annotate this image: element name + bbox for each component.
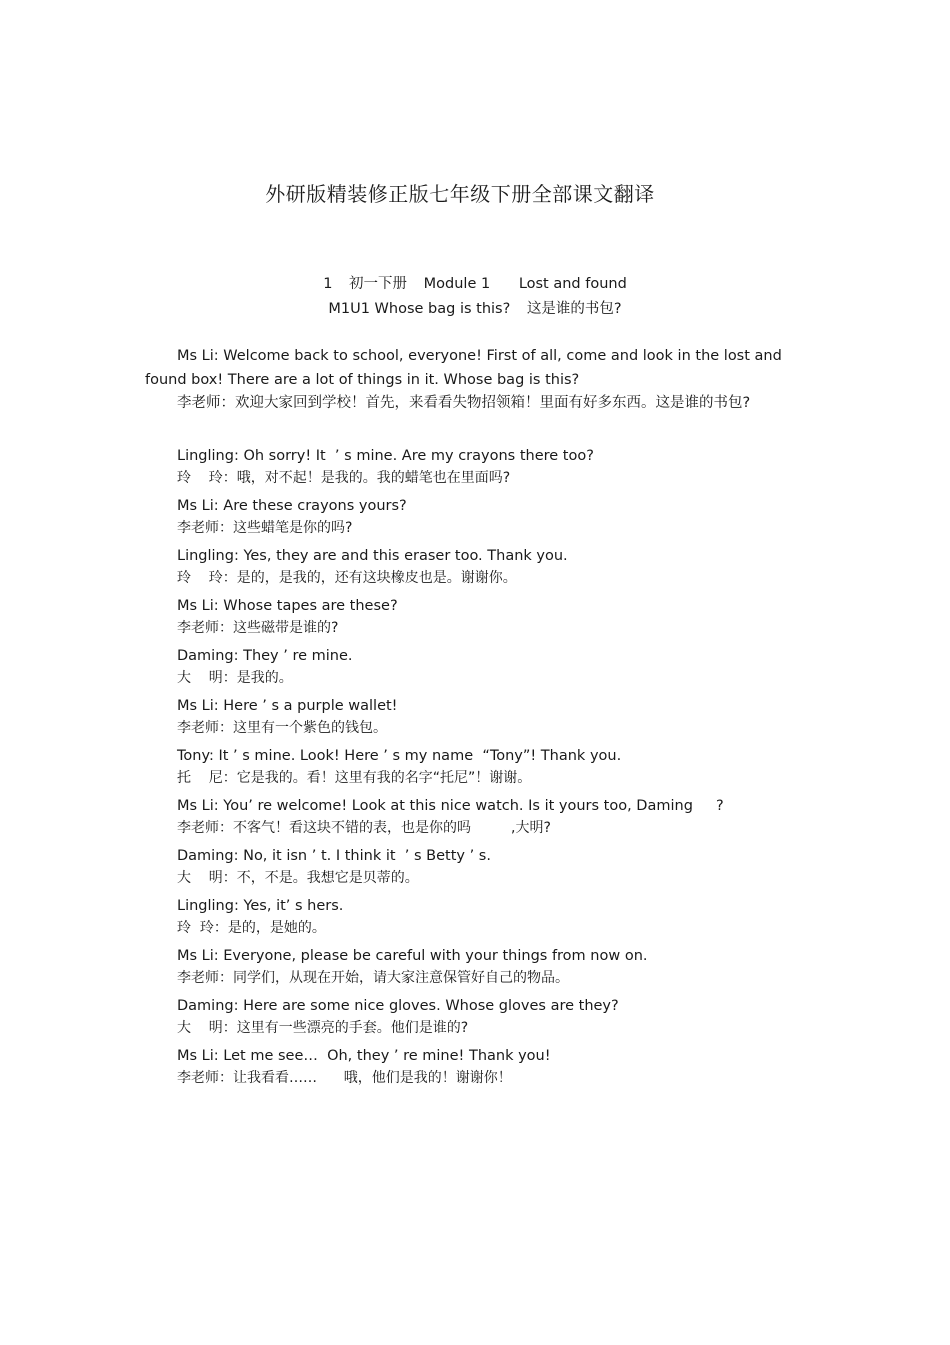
dialogue-english: Daming: Here are some nice gloves. Whose gloves are they?: [177, 998, 619, 1014]
dialogue-chinese: 玲 玲：是的，是她的。: [177, 920, 326, 936]
unit-translation: 这是谁的书包?: [526, 301, 622, 317]
dialogue-chinese: 大 明：这里有一些漂亮的手套。他们是谁的?: [177, 1020, 469, 1036]
dialogue-line: [177, 896, 797, 946]
dialogue-english: Ms Li: Everyone, please be careful with your things from now on.: [177, 948, 648, 964]
dialogue-english: Daming: They ’ re mine.: [177, 648, 353, 664]
dialogue-chinese: 李老师：这些蜡笔是你的吗?: [177, 520, 353, 536]
dialogue-chinese: 玲 玲：哦，对不起！是我的。我的蜡笔也在里面吗?: [177, 470, 511, 486]
module-topic: Lost and found: [518, 276, 627, 292]
dialogue-chinese: 李老师：同学们，从现在开始，请大家注意保管好自己的物品。: [177, 970, 569, 986]
dialogue-english: Daming: No, it isn ’ t. I think it ’ s Betty ’ s.: [177, 848, 491, 864]
dialogue-english: Ms Li: Here ’ s a purple wallet!: [177, 698, 398, 714]
dialogue-chinese: 玲 玲：是的，是我的，还有这块橡皮也是。谢谢你。: [177, 570, 517, 586]
document-title: 外研版精装修正版七年级下册全部课文翻译: [265, 182, 655, 206]
intro-paragraph: [145, 344, 785, 415]
dialogue-english: Lingling: Yes, it’ s hers.: [177, 898, 344, 914]
dialogue-english: Ms Li: Whose tapes are these?: [177, 598, 398, 614]
dialogue-line: [177, 446, 797, 496]
dialogue-line: [177, 646, 797, 696]
dialogue-line: [177, 696, 797, 746]
dialogue-chinese: 李老师：让我看看…… 哦，他们是我的！谢谢你！: [177, 1070, 512, 1086]
dialogue-chinese: 李老师：这里有一个紫色的钱包。: [177, 720, 387, 736]
module-name: Module 1: [423, 276, 491, 292]
dialogue-chinese: 李老师：这些磁带是谁的?: [177, 620, 339, 636]
dialogue-english: Lingling: Yes, they are and this eraser too. Thank you.: [177, 548, 568, 564]
dialogue-english: Ms Li: Are these crayons yours?: [177, 498, 407, 514]
dialogue: [177, 446, 797, 1096]
unit-title: M1U1 Whose bag is this?: [328, 301, 511, 317]
dialogue-english: Ms Li: Let me see… Oh, they ’ re mine! Thank you!: [177, 1048, 551, 1064]
dialogue-chinese: 李老师：不客气！看这块不错的表，也是你的吗 ,大明?: [177, 820, 551, 836]
module-grade: 初一下册: [349, 276, 408, 292]
dialogue-chinese: 大 明：不，不是。我想它是贝蒂的。: [177, 870, 419, 886]
module-number: 1: [323, 276, 333, 292]
dialogue-line: [177, 996, 797, 1046]
dialogue-line: [177, 846, 797, 896]
dialogue-line: [177, 546, 797, 596]
dialogue-line: [177, 596, 797, 646]
dialogue-line: [177, 946, 797, 996]
dialogue-english: Ms Li: You’ re welcome! Look at this nice watch. Is it yours too, Daming ?: [177, 798, 724, 814]
intro-chinese: 李老师：欢迎大家回到学校！首先，来看看失物招领箱！里面有好多东西。这是谁的书包?: [177, 395, 751, 411]
dialogue-line: [177, 1046, 797, 1096]
module-heading: [0, 272, 950, 293]
unit-heading: [0, 297, 950, 318]
dialogue-line: [177, 496, 797, 546]
intro-english: Ms Li: Welcome back to school, everyone! First of all, come and look in the lost and found box! There are a lot of things in it. Whose bag is this?: [145, 348, 782, 388]
dialogue-english: Lingling: Oh sorry! It ’ s mine. Are my crayons there too?: [177, 448, 594, 464]
dialogue-chinese: 托 尼：它是我的。看！这里有我的名字“托尼”！谢谢。: [177, 770, 532, 786]
dialogue-chinese: 大 明：是我的。: [177, 670, 293, 686]
dialogue-english: Tony: It ’ s mine. Look! Here ’ s my name “Tony”! Thank you.: [177, 748, 622, 764]
dialogue-line: [177, 796, 797, 846]
dialogue-line: [177, 746, 797, 796]
